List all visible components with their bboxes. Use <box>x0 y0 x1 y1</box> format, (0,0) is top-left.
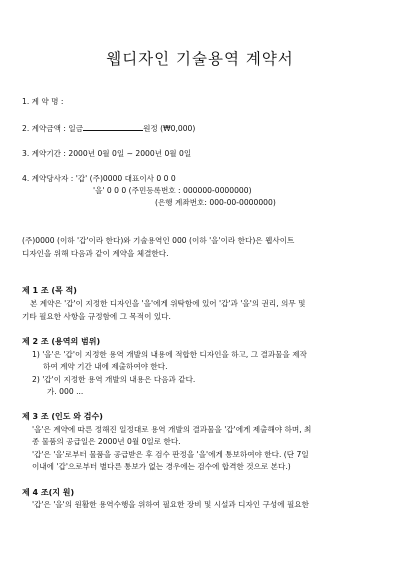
item-party-bank: (은행 계좌번호: 000-00-0000000) <box>155 198 276 207</box>
article-2-line: 2) '갑'이 지정한 용역 개발의 내용은 다음과 같다. <box>32 375 196 384</box>
amount-blank-line <box>83 123 143 131</box>
article-1-line: 본 계약은 '갑'이 지정한 디자인을 '을'에게 위탁함에 있어 '갑'과 '을'의 권리, 의무 및 <box>30 299 306 308</box>
article-4-line: '갑'은 '을'의 원활한 용역수행을 위하여 필요한 장비 및 시설과 디자인 구성에 필요한 <box>32 500 309 509</box>
article-3-heading: 제 3 조 (인도 와 검수) <box>22 412 103 421</box>
article-2-heading: 제 2 조 (용역의 범위) <box>22 337 101 346</box>
item-contract-amount <box>22 123 195 134</box>
document-title: 웹디자인 기술용역 계약서 <box>106 50 294 68</box>
item-contract-period: 3. 계약기간 : 2000년 0월 0일 ~ 2000년 0월 0일 <box>22 149 192 158</box>
amount-prefix: 2. 계약금액 : 일금 <box>22 124 84 133</box>
item-party-gap: 4. 계약당사자 : '갑' (주)0000 대표이사 0 0 0 <box>22 174 176 183</box>
article-2-line: 1) '을'은 '갑'이 지정한 용역 개발의 내용에 적합한 디자인을 하고, 그 결과물을 제작 <box>32 350 307 359</box>
item-contract-name: 1. 계 약 명 : <box>22 97 64 106</box>
article-2-line: 가. 000 ... <box>47 387 84 396</box>
article-4-heading: 제 4 조(지 원) <box>22 488 75 497</box>
preamble-line-2: 디자인을 위해 다음과 같이 계약을 체결한다. <box>22 249 169 258</box>
preamble-line-1: (주)0000 (이하 '갑'이라 한다)와 기술용역인 000 (이하 '을'이라 한다)은 웹사이트 <box>22 236 295 245</box>
article-3-line: 종 물품의 공급일은 2000년 0월 0일로 한다. <box>32 437 181 446</box>
article-3-line: '을'은 계약에 따른 정해진 일정대로 용역 개발의 결과물을 '갑'에게 제출해야 하며, 최 <box>32 425 312 434</box>
article-3-line: 이내에 '갑'으로부터 별다른 통보가 없는 경우에는 검수에 합격한 것으로 본다.) <box>32 462 291 471</box>
amount-suffix: 원정 (₩0,000) <box>143 124 196 133</box>
article-1-heading: 제 1 조 (목 적) <box>22 286 77 295</box>
article-3-line: '갑'은 '을'로부터 물품을 공급받은 후 검수 판정을 '을'에게 통보하여야 한다. (단 7일 <box>32 450 309 459</box>
item-party-eul: '을' 0 0 0 (주민등록번호 : 000000-0000000) <box>93 186 252 195</box>
article-2-line: 하여 계약 기간 내에 제출하여야 한다. <box>43 362 168 371</box>
article-1-line: 기타 필요한 사항을 규정함에 그 목적이 있다. <box>22 312 171 321</box>
